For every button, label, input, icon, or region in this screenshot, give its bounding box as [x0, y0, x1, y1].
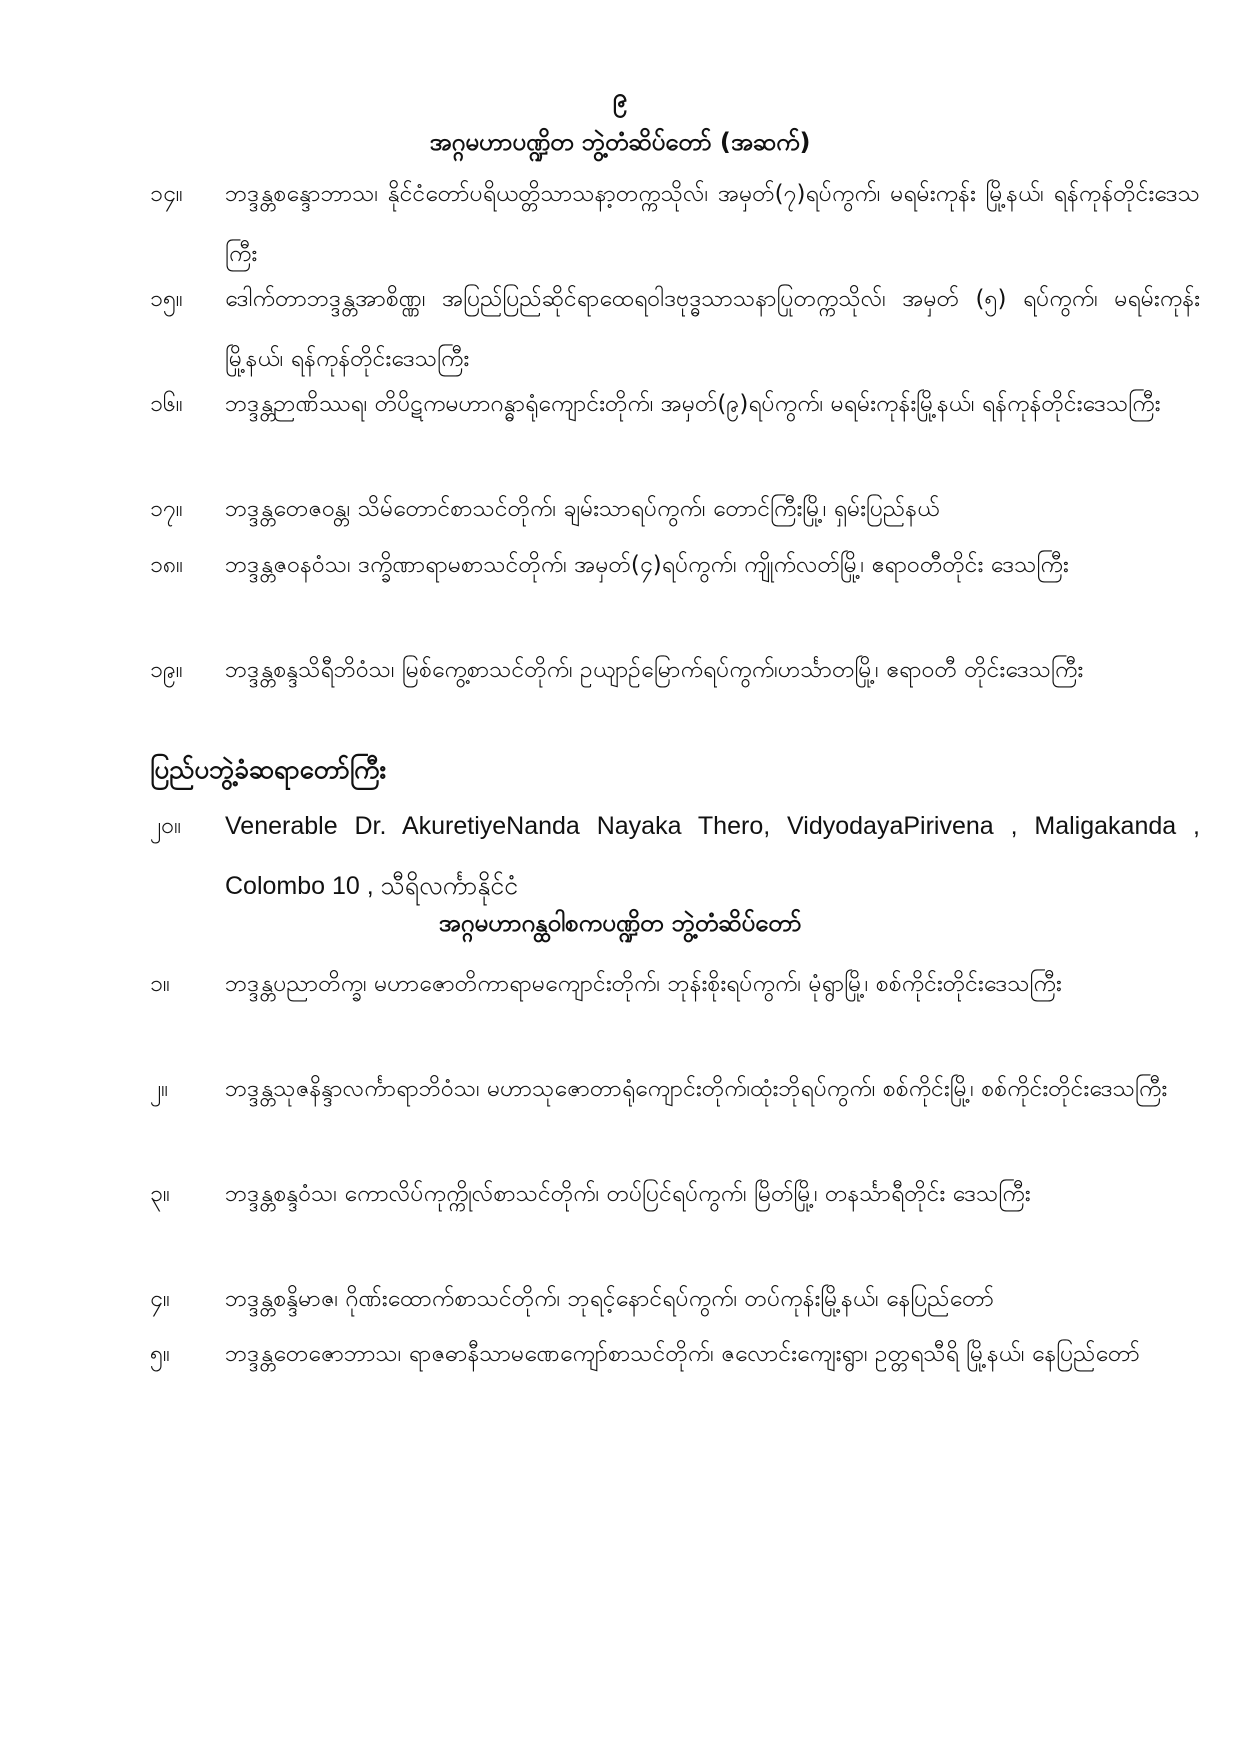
list-item-number: ၁၄။ [150, 181, 183, 207]
list-item-text: ဘဒ္ဒန္တဉာဏိဿရ၊ တိပိဋကမဟာဂန္ဓာရုံကျောင်းတိုက်၊ အမှတ်(၉)ရပ်ကွက်၊ မရမ်းကုန်းမြို့နယ်၊ ရန်ကုန်တိုင်းဒေသကြီး [225, 391, 1161, 417]
page-number: ၉ [612, 83, 628, 113]
list-item-text: ဒေါက်တာဘဒ္ဒန္တအာစိဏ္ဏ၊ အပြည်ပြည်ဆိုင်ရာထေရဝါဒဗုဒ္ဓသာသနာပြုတက္ကသိုလ်၊ အမှတ် (၅) ရပ်ကွက်၊ မရမ်းကုန်းမြို့နယ်၊ ရန်ကုန်တိုင်းဒေသကြီး [225, 286, 1200, 372]
list-item-text: ဘဒ္ဒန္တတေဇောဘာသ၊ ရာဇဓာနီသာမဏေကျော်စာသင်တိုက်၊ ဇလောင်းကျေးရွာ၊ ဥတ္တရသီရိ မြို့နယ်၊ နေပြည်တော် [225, 1341, 1140, 1367]
section-title-foreign-recipient: ပြည်ပဘွဲ့ခံဆရာတော်ကြီး [150, 755, 387, 785]
heading-aggamahapandita: အဂ္ဂမဟာပဏ္ဍိတ ဘွဲ့တံဆိပ်တော် (အဆက်) [429, 128, 811, 156]
list-item-number: ၁၇။ [150, 496, 183, 522]
list-item-text: ဘဒ္ဒန္တစန္ဒောဘာသ၊ နိုင်ငံတော်ပရိယတ္တိသာသနာ့တက္ကသိုလ်၊ အမှတ်(၇)ရပ်ကွက်၊ မရမ်းကုန်း မြို့နယ်၊ ရန်ကုန်တိုင်းဒေသကြီး [225, 181, 1200, 267]
heading-aggamahaganthavacaka: အဂ္ဂမဟာဂန္ထဝါစကပဏ္ဍိတ ဘွဲ့တံဆိပ်တော် [438, 909, 802, 937]
list-item-text: ဘဒ္ဒန္တစန္ဒိမာဇ၊ ဂိုဏ်းထောက်စာသင်တိုက်၊ ဘုရင့်နောင်ရပ်ကွက်၊ တပ်ကုန်းမြို့နယ်၊ နေပြည်တော် [225, 1286, 994, 1312]
list-item-number: ၁၅။ [150, 286, 183, 312]
list-item-text: ဘဒ္ဒန္တစန္ဒဝံသ၊ ကောလိပ်ကုက္ကိုလ်စာသင်တိုက်၊ တပ်ပြင်ရပ်ကွက်၊ မြိတ်မြို့၊ တနင်္သာရီတိုင်း ဒေသကြီး [225, 1181, 1031, 1207]
list-item-number: ၃။ [150, 1181, 170, 1207]
list-item-text: ဘဒ္ဒန္တပညာတိက္ခ၊ မဟာဇောတိကာရာမကျောင်းတိုက်၊ ဘုန်းစိုးရပ်ကွက်၊ မုံရွာမြို့၊ စစ်ကိုင်းတိုင်းဒေသကြီး [225, 971, 1062, 997]
list-item-text: Venerable Dr. AkuretiyeNanda Nayaka Thero, VidyodayaPirivena , Maligakanda , Colombo 10 , သီရိလင်္ကာနိုင်ငံ [225, 812, 1200, 900]
list-item-text: ဘဒ္ဒန္တစန္ဒသိရီဘိဝံသ၊ မြစ်ကွေ့စာသင်တိုက်၊ ဥယျာဉ်မြောက်ရပ်ကွက်၊ဟင်္သာတမြို့၊ ဧရာဝတီ တိုင်းဒေသကြီး [225, 657, 1084, 683]
list-item-number: ၂။ [150, 1076, 169, 1102]
list-item-number: ၁၆။ [150, 391, 183, 417]
list-item-number: ၁။ [150, 971, 170, 997]
list-item-number: ၁၉။ [150, 657, 183, 683]
list-item-number: ၁၈။ [150, 552, 184, 578]
list-item-text: ဘဒ္ဒန္တဇဝနဝံသ၊ ဒက္ခိဏာရာမစာသင်တိုက်၊ အမှတ်(၄)ရပ်ကွက်၊ ကျိုက်လတ်မြို့၊ ဧရာဝတီတိုင်း ဒေသကြီး [225, 552, 1069, 578]
list-item-text: ဘဒ္ဒန္တတေဇဝန္တ၊ သိမ်တောင်စာသင်တိုက်၊ ချမ်းသာရပ်ကွက်၊ တောင်ကြီးမြို့၊ ရှမ်းပြည်နယ် [225, 496, 940, 522]
list-item-number: ၄။ [150, 1286, 170, 1312]
list-item-text: ဘဒ္ဒန္တသုဇနိန္ဒာလင်္ကာရာဘိဝံသ၊ မဟာသုဇောတာရုံကျောင်းတိုက်၊ထုံးဘိုရပ်ကွက်၊ စစ်ကိုင်းမြို့၊ စစ်ကိုင်းတိုင်းဒေသကြီး [225, 1076, 1168, 1102]
list-item-number: ၂၀။ [150, 813, 182, 839]
list-item-number: ၅။ [150, 1341, 170, 1367]
